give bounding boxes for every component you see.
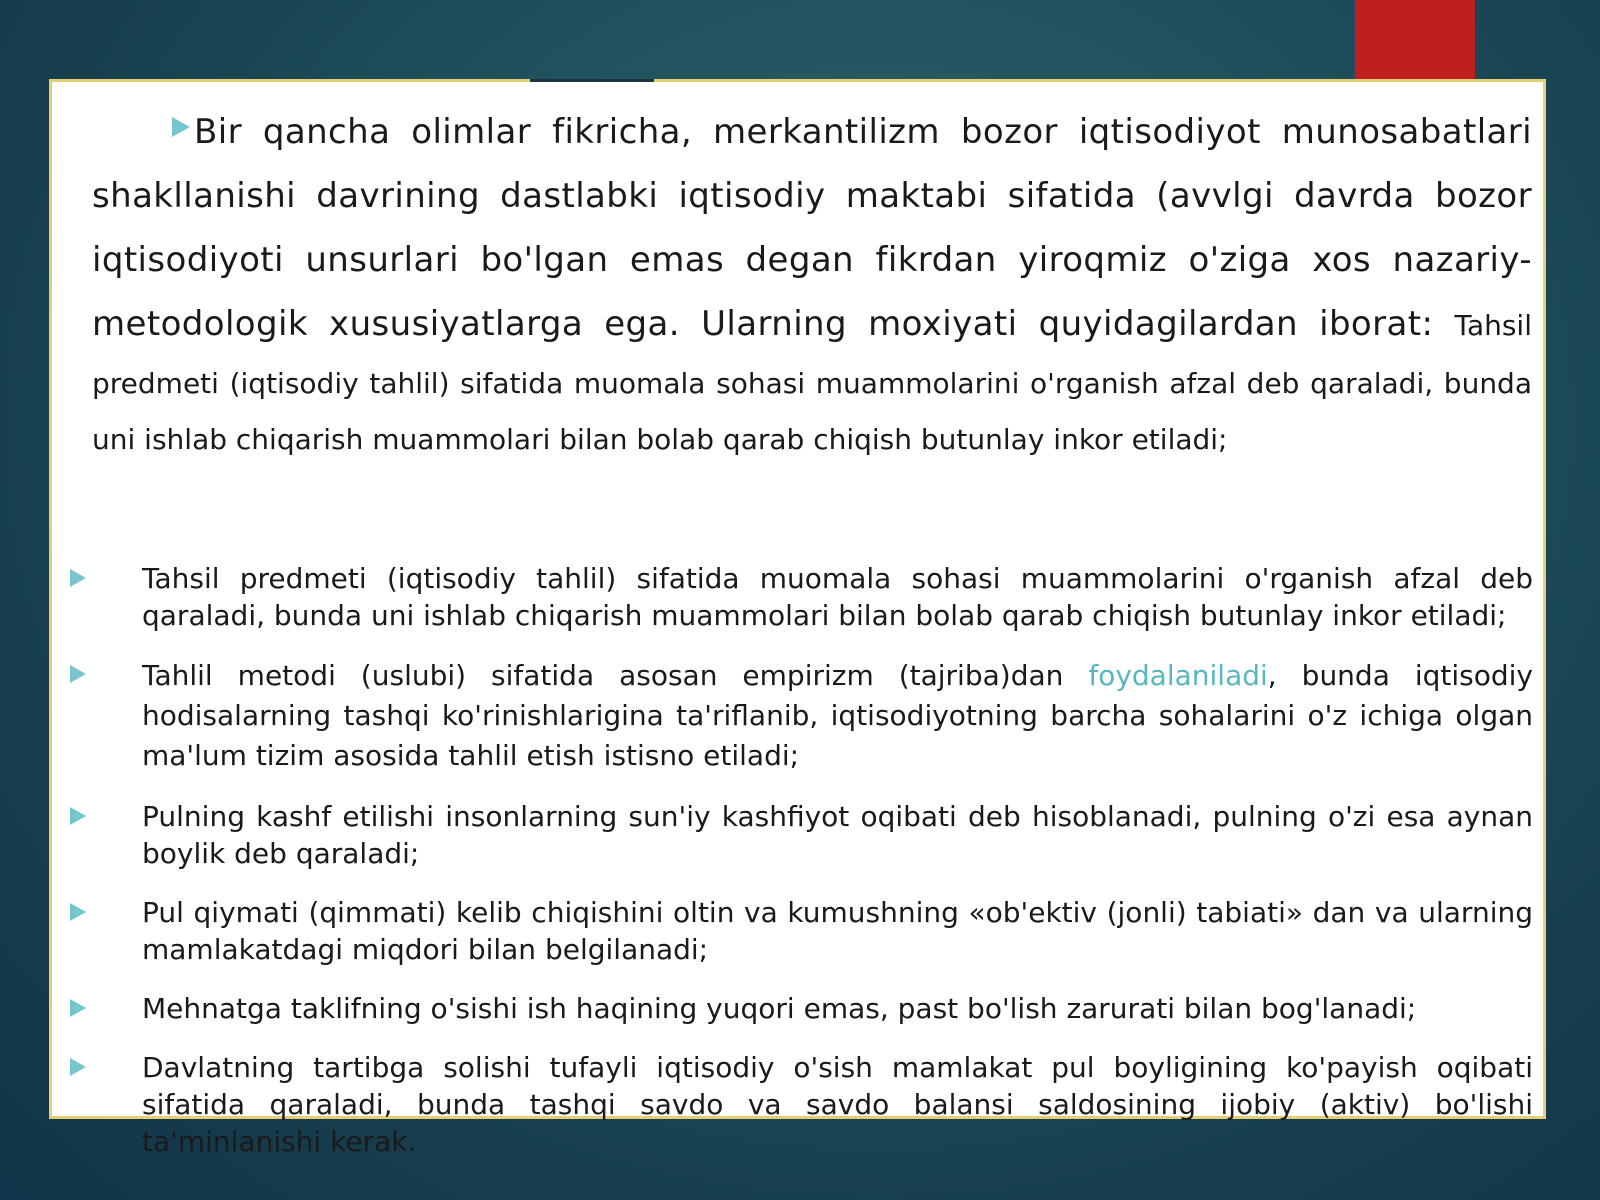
intro-small-text: Tahsil predmeti (iqtisodiy tahlil) sifatida muomala sohasi muammolarini o'rganish afzal deb qaraladi, bunda uni ishlab chiqarish muammolari bilan bolab qarab chiqish butunlay inkor etiladi; (92, 309, 1532, 456)
triangle-bullet-icon (70, 569, 86, 587)
list-item-text: Mehnatga taklifning o'sishi ish haqining yuqori emas, past bo'lish zarurati bilan bog'lanadi; (142, 992, 1417, 1025)
triangle-bullet-icon (70, 903, 86, 921)
list-item-text: Davlatning tartibga solishi tufayli iqtisodiy o'sish mamlakat pul boyligining ko'payish oqibati sifatida qaraladi, bunda tashqi savdo va savdo balansi saldosining ijobiy (aktiv) bo'lishi ta'minlanishi kerak. (142, 1051, 1533, 1158)
decorative-top-mark (530, 79, 654, 82)
foydalaniladi-link[interactable]: foydalaniladi (1088, 659, 1268, 692)
list-item (68, 656, 1533, 776)
list-item (68, 990, 1533, 1027)
list-item-text-before: Tahlil metodi (uslubi) sifatida asosan empirizm (tajriba)dan (142, 659, 1089, 692)
list-item-text (128, 656, 1533, 776)
slide-content-panel (49, 79, 1546, 1158)
triangle-bullet-icon (70, 1058, 86, 1076)
bullet-list (68, 550, 1533, 1160)
list-item (68, 798, 1533, 872)
decorative-red-tab (1355, 0, 1475, 82)
list-item-text: Pulning kashf etilishi insonlarning sun'iy kashfiyot oqibati deb hisoblanadi, pulning o'zi esa aynan boylik deb qaraladi; (142, 800, 1533, 870)
list-item-text-after: , bunda iqtisodiy hodisalarning tashqi ko'rinishlarigina ta'riflanib, iqtisodiyotning barcha sohalarini o'z ichiga olgan ma'lum tizim asosida tahlil etish istisno etiladi; (142, 659, 1533, 772)
intro-paragraph (92, 100, 1532, 468)
triangle-bullet-icon (172, 117, 190, 137)
triangle-bullet-icon (70, 999, 86, 1017)
list-item (68, 560, 1533, 634)
triangle-bullet-icon (70, 807, 86, 825)
list-item-text: Tahsil predmeti (iqtisodiy tahlil) sifatida muomala sohasi muammolarini o'rganish afzal deb qaraladi, bunda uni ishlab chiqarish muammolari bilan bolab qarab chiqish butunlay inkor etiladi; (142, 562, 1533, 632)
triangle-bullet-icon (70, 665, 86, 683)
list-item-text: Pul qiymati (qimmati) kelib chiqishini oltin va kumushning «ob'ektiv (jonli) tabiati» dan va ularning mamlakatdagi miqdori bilan belgilanadi; (142, 896, 1533, 966)
list-item (68, 894, 1533, 968)
list-item (68, 1049, 1533, 1160)
intro-big-text: Bir qancha olimlar fikricha, merkantilizm bozor iqtisodiyot munosabatlari shakllanishi davrining dastlabki iqtisodiy maktabi sifatida (avvlgi davrda bozor iqtisodiyoti unsurlari bo'lgan emas degan fikrdan yiroqmiz o'ziga xos nazariy-metodologik xususiyatlarga ega. Ularning moxiyati quyidagilardan iborat: (92, 112, 1532, 344)
